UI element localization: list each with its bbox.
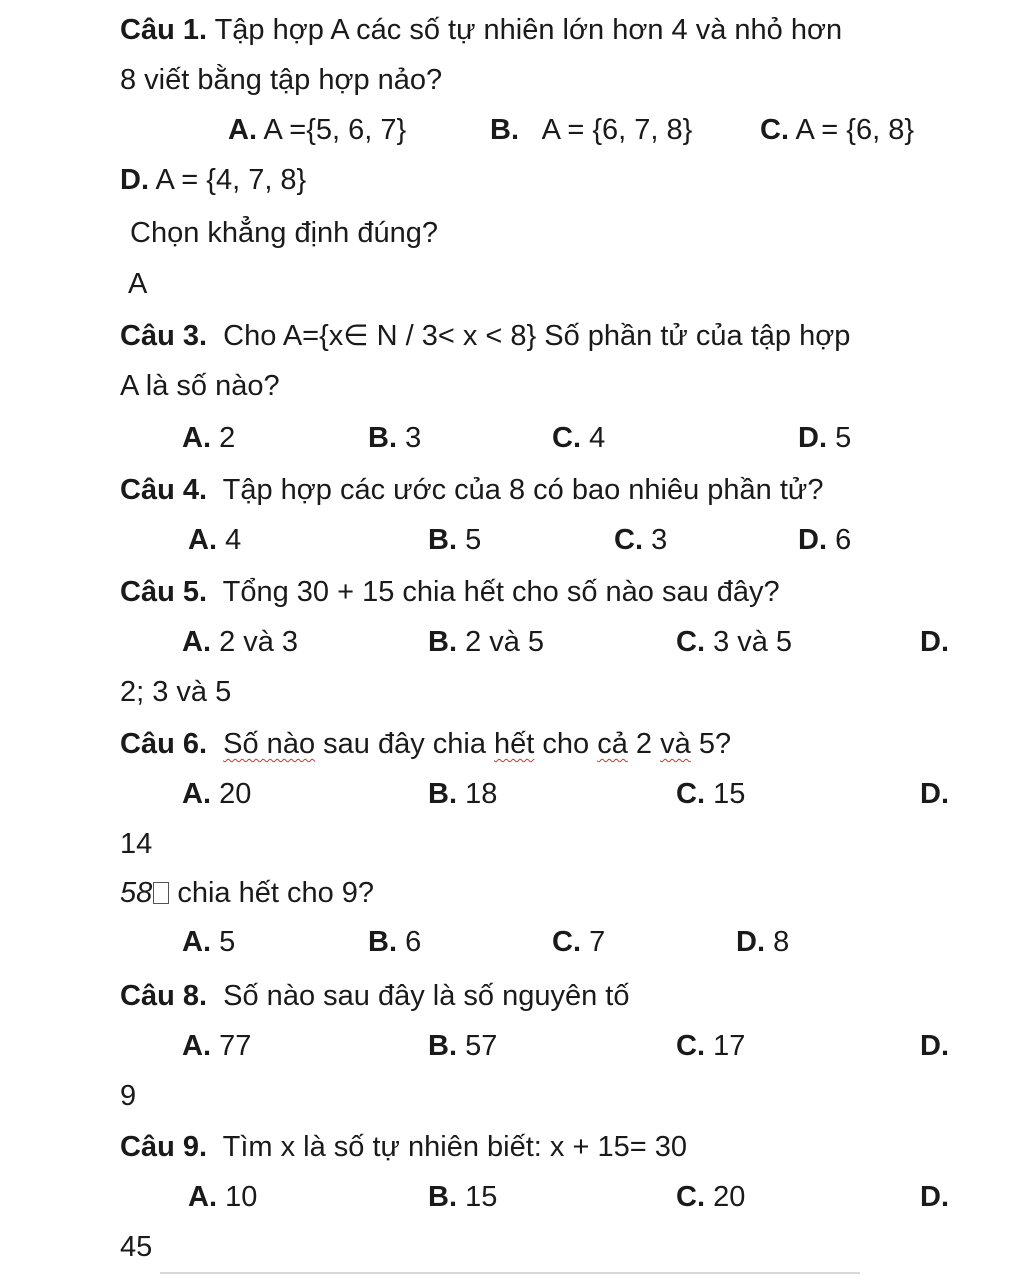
- q7-option-a: A. 5: [182, 926, 236, 958]
- q6-option-d-label: D.: [920, 778, 949, 810]
- q5-option-d-text: 2; 3 và 5: [120, 676, 232, 708]
- q8-option-d-label: D.: [920, 1030, 949, 1062]
- q4-option-c: C. 3: [614, 524, 668, 556]
- q1-label: Câu 1.: [120, 14, 208, 46]
- q9-option-c: C. 20: [676, 1181, 746, 1213]
- q4-option-b: B. 5: [428, 524, 482, 556]
- q6-option-a: A. 20: [182, 778, 252, 810]
- q8-option-a: A. 77: [182, 1030, 252, 1062]
- q1-option-c: C. A = {6, 8}: [760, 114, 915, 146]
- q3-stem-line2: A là số nào?: [120, 370, 280, 402]
- q1-stem-line1: [120, 10, 842, 50]
- q8-option-d-text: 9: [120, 1080, 137, 1112]
- q7-option-d: D. 8: [736, 926, 790, 958]
- q1-option-a: A. A ={5, 6, 7}: [228, 114, 407, 146]
- q9-option-d-label: D.: [920, 1181, 949, 1213]
- q2-stem: Chọn khẳng định đúng?: [130, 217, 438, 249]
- q8-option-b: B. 57: [428, 1030, 498, 1062]
- q5-option-c: C. 3 và 5: [676, 626, 793, 658]
- q2-answer: A: [128, 268, 148, 300]
- q5-stem: [120, 572, 780, 612]
- q6-label: Câu 6.: [120, 728, 208, 760]
- q8-label: Câu 8.: [120, 980, 208, 1012]
- q1-option-b: B. A = {6, 7, 8}: [490, 114, 693, 146]
- q8-text: Số nào sau đây là số nguyên tố: [223, 980, 630, 1012]
- q8-option-c: C. 17: [676, 1030, 746, 1062]
- q1-text: Tập hợp A các số tự nhiên lớn hơn 4 và nhỏ hơn: [214, 14, 843, 46]
- q5-text: Tổng 30 + 15 chia hết cho số nào sau đây?: [222, 576, 780, 608]
- q6-option-d-text: 14: [120, 828, 153, 860]
- q9-text: Tìm x là số tự nhiên biết: x + 15= 30: [222, 1131, 687, 1163]
- q9-label: Câu 9.: [120, 1131, 208, 1163]
- q3-option-a: A. 2: [182, 422, 236, 454]
- q6-stem: Câu 6. Số nào sau đây chia hết cho cả 2 và 5?: [120, 728, 732, 760]
- q3-option-c: C. 4: [552, 422, 606, 454]
- q1-stem-line2: 8 viết bằng tập hợp nảo?: [120, 64, 443, 96]
- missing-digit-box-icon: [153, 882, 169, 904]
- q4-option-d: D. 6: [798, 524, 852, 556]
- q4-stem: [120, 470, 823, 510]
- q5-option-d-label: D.: [920, 626, 949, 658]
- q1-option-d: D. A = {4, 7, 8}: [120, 164, 307, 196]
- q5-option-a: A. 2 và 3: [182, 626, 299, 658]
- q4-text: Tập hợp các ước của 8 có bao nhiêu phần tử?: [222, 474, 824, 506]
- q9-option-d-text: 45: [120, 1231, 153, 1263]
- q7-number: 58: [120, 877, 153, 909]
- q9-option-a: A. 10: [188, 1181, 258, 1213]
- q4-label: Câu 4.: [120, 474, 208, 506]
- q7-option-b: B. 6: [368, 926, 422, 958]
- q8-stem: [120, 976, 629, 1016]
- q6-option-b: B. 18: [428, 778, 498, 810]
- q9-stem: [120, 1127, 687, 1167]
- q3-text: Cho A={x∈ N / 3< x < 8} Số phần tử của tập hợp: [223, 320, 851, 352]
- q7-text: chia hết cho 9?: [169, 877, 375, 909]
- q9-option-b: B. 15: [428, 1181, 498, 1213]
- q7-option-c: C. 7: [552, 926, 606, 958]
- q4-option-a: A. 4: [188, 524, 242, 556]
- q3-label: Câu 3.: [120, 320, 208, 352]
- q7-stem: [120, 873, 374, 913]
- q5-option-b: B. 2 và 5: [428, 626, 545, 658]
- q3-option-b: B. 3: [368, 422, 422, 454]
- q6-option-c: C. 15: [676, 778, 746, 810]
- q3-stem-line1: [120, 316, 850, 356]
- q3-option-d: D. 5: [798, 422, 852, 454]
- q5-label: Câu 5.: [120, 576, 208, 608]
- page-bottom-divider: [160, 1272, 860, 1274]
